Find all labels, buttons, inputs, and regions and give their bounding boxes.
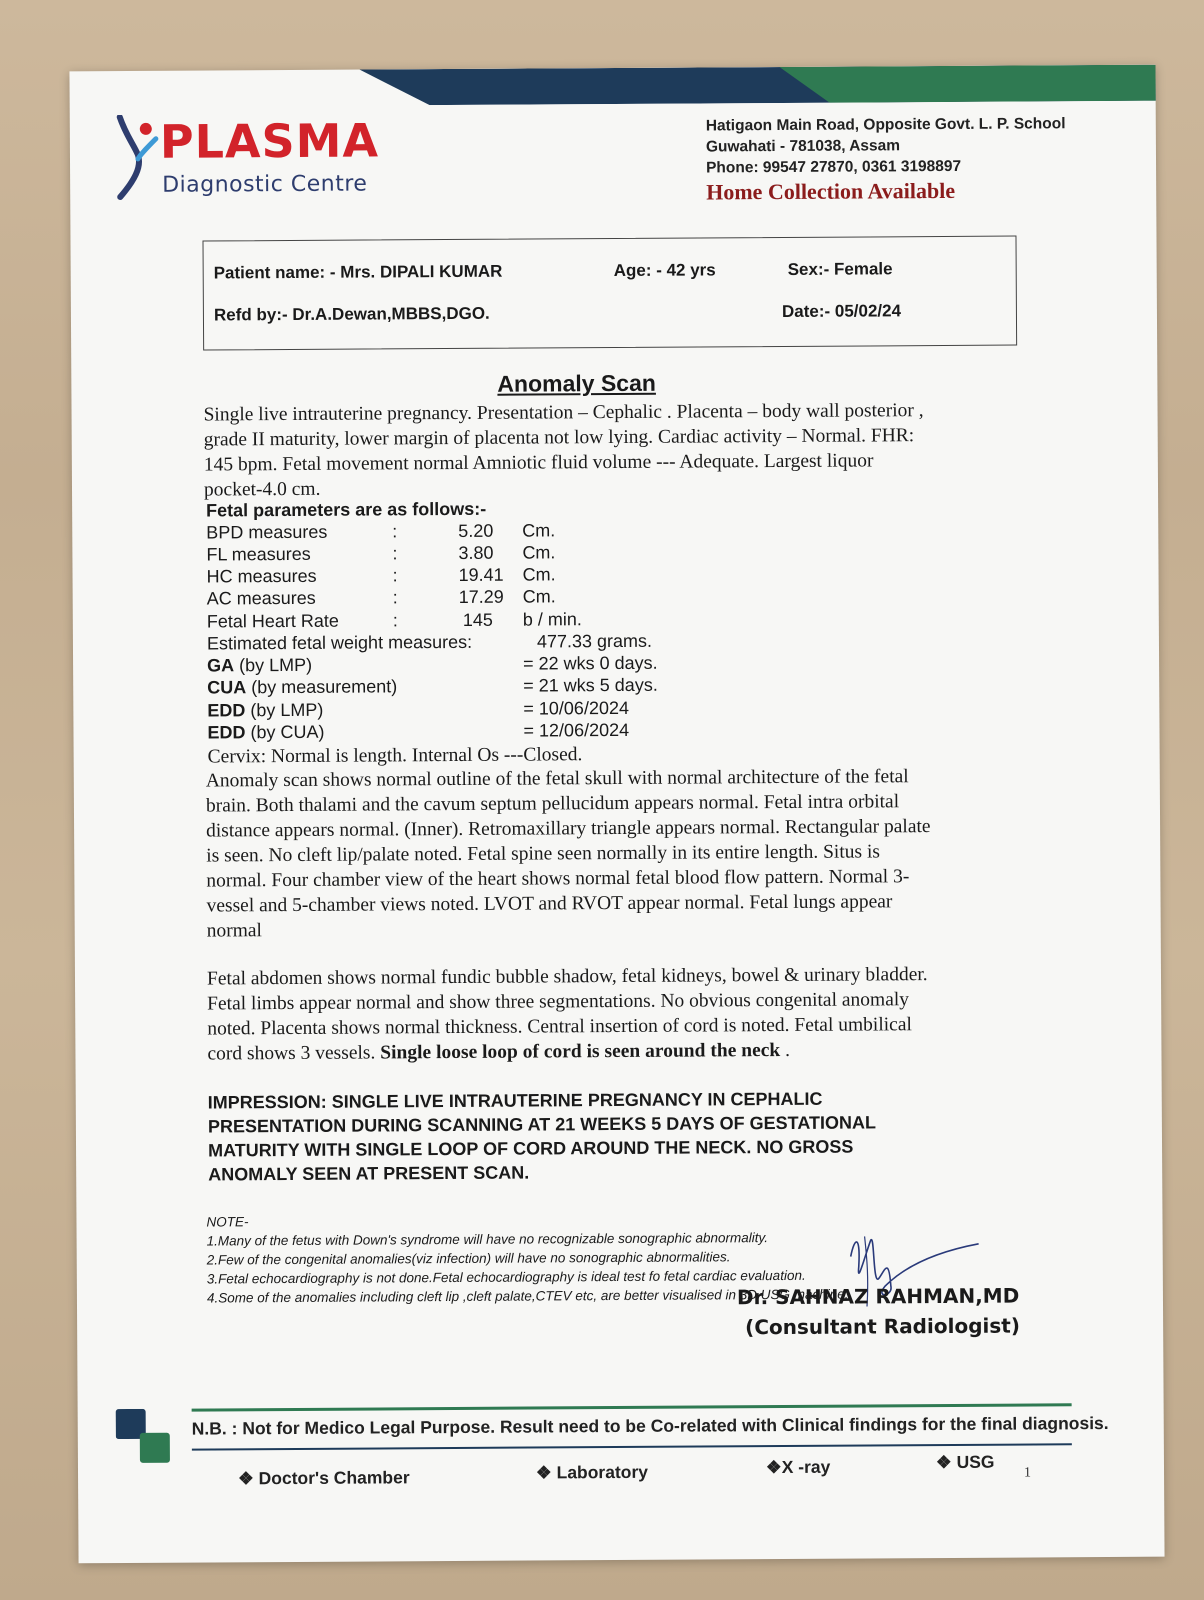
signatory-title: (Consultant Radiologist) xyxy=(745,1313,1021,1340)
clinic-logo xyxy=(116,113,417,205)
date-key: EDD xyxy=(207,722,246,743)
date-qualifier: (by measurement) xyxy=(246,676,398,698)
service-label: Doctor's Chamber xyxy=(258,1467,410,1489)
footer-rule-bottom xyxy=(192,1443,1072,1450)
date-value: = 21 wks 5 days. xyxy=(523,674,658,696)
impression-line: PRESENTATION DURING SCANNING AT 21 WEEKS 5 DAYS OF GESTATIONAL xyxy=(207,1112,877,1137)
signatory-name: Dr. SAHNAZ RAHMAN,MD xyxy=(736,1283,1020,1310)
anomaly-line: normal. Four chamber view of the heart shows normal fetal blood flow pattern. Normal 3- xyxy=(206,866,910,892)
phone-line: Phone: 99547 27870, 0361 3198897 xyxy=(706,157,962,177)
measure-value: 19.41 xyxy=(458,564,504,585)
service-label: USG xyxy=(956,1451,995,1472)
measurement-row xyxy=(207,585,767,610)
anomaly-line: normal xyxy=(206,920,263,942)
abdomen-line: Fetal abdomen shows normal fundic bubble shadow, fetal kidneys, bowel & urinary bladder. xyxy=(206,964,928,990)
abdomen-text: cord shows 3 vessels. xyxy=(207,1042,381,1065)
service-xray xyxy=(766,1457,830,1478)
brand-subtitle: Diagnostic Centre xyxy=(162,171,368,198)
note-heading: NOTE- xyxy=(206,1214,249,1230)
service-laboratory xyxy=(536,1462,648,1484)
efw-value: 477.33 grams. xyxy=(536,630,653,652)
report-title: Anomaly Scan xyxy=(497,369,656,397)
measure-unit: Cm. xyxy=(522,542,556,563)
fetal-params-heading: Fetal parameters are as follows:- xyxy=(206,498,487,521)
footer-squares-icon xyxy=(116,1409,172,1465)
patient-info-box xyxy=(202,236,1017,351)
date-value: = 10/06/2024 xyxy=(523,697,630,719)
cord-finding: Single loose loop of cord is seen around the neck xyxy=(380,1040,781,1064)
service-usg xyxy=(936,1452,995,1473)
service-doctors-chamber xyxy=(238,1467,410,1489)
intro-line: Single live intrauterine pregnancy. Presentation – Cephalic . Placenta – body wall posterior , xyxy=(203,400,924,426)
bullet-icon: ❖ xyxy=(765,1457,782,1478)
footer-disclaimer: N.B. : Not for Medico Legal Purpose. Result need to be Co-related with Clinical findings for the final diagnosis. xyxy=(191,1413,1109,1439)
intro-paragraph xyxy=(203,398,1004,503)
service-label: X -ray xyxy=(781,1456,831,1478)
brand-name: PLASMA xyxy=(159,113,380,169)
bullet-icon: ❖ xyxy=(935,1451,952,1473)
date-key: CUA xyxy=(207,677,247,698)
date-row xyxy=(207,719,767,744)
abdomen-line: Fetal limbs appear normal and show three segmentations. No obvious congenital anomaly xyxy=(207,989,910,1015)
measure-label: FL measures xyxy=(206,543,311,565)
logo-figure-icon xyxy=(116,115,161,201)
note-item: 3.Fetal echocardiography is not done.Fetal echocardiography is ideal test fo fetal cardiac evaluation. xyxy=(206,1267,806,1287)
measure-unit: b / min. xyxy=(522,609,582,630)
measure-label: HC measures xyxy=(206,565,317,587)
report-sheet xyxy=(69,65,1164,1564)
note-item: 2.Few of the congenital anomalies(viz infection) will have no sonographic abnormalities. xyxy=(206,1249,731,1268)
address-line-1: Hatigaon Main Road, Opposite Govt. L. P. School xyxy=(705,115,1066,135)
measure-sep: : xyxy=(392,565,398,586)
measure-sep: : xyxy=(392,587,398,608)
measure-sep: : xyxy=(392,521,398,542)
measure-label: Fetal Heart Rate xyxy=(206,610,339,632)
abdomen-paragraph xyxy=(207,962,1014,1067)
page-number: 1 xyxy=(1023,1465,1032,1481)
abdomen-line: noted. Placenta shows normal thickness. Central insertion of cord is noted. Fetal umbilical xyxy=(207,1014,912,1040)
efw-label: Estimated fetal weight measures: xyxy=(206,631,473,654)
measure-sep: : xyxy=(392,610,398,631)
date-value: = 12/06/2024 xyxy=(523,719,630,741)
measure-label: AC measures xyxy=(206,587,316,609)
bullet-icon: ❖ xyxy=(535,1462,552,1483)
impression-line: MATURITY WITH SINGLE LOOP OF CORD AROUND THE NECK. NO GROSS xyxy=(207,1136,854,1161)
patient-age: Age: - 42 yrs xyxy=(613,260,716,281)
bullet-icon: ❖ xyxy=(237,1468,254,1489)
cervix-line: Cervix: Normal is length. Internal Os ---Closed. xyxy=(207,744,583,768)
referred-by: Refd by:- Dr.A.Dewan,MBBS,DGO. xyxy=(213,303,490,325)
header-color-band xyxy=(359,65,1164,106)
anomaly-line: brain. Both thalami and the cavum septum pellucidum appears normal. Fetal intra orbital xyxy=(205,791,900,817)
date-qualifier: (by LMP) xyxy=(234,654,313,676)
abdomen-text: . xyxy=(780,1039,791,1062)
impression-line: ANOMALY SEEN AT PRESENT SCAN. xyxy=(208,1162,530,1185)
measure-unit: Cm. xyxy=(522,520,556,541)
date-row xyxy=(207,674,767,699)
measure-sep: : xyxy=(392,543,398,564)
measure-value: 5.20 xyxy=(458,520,494,541)
measure-value: 3.80 xyxy=(458,542,494,563)
measure-unit: Cm. xyxy=(522,586,556,607)
impression-line: IMPRESSION: SINGLE LIVE INTRAUTERINE PREGNANCY IN CEPHALIC xyxy=(207,1088,823,1113)
clinic-address xyxy=(705,113,1066,205)
abdomen-line-last xyxy=(207,1037,1013,1067)
intro-line: pocket-4.0 cm. xyxy=(203,478,321,501)
patient-sex: Sex:- Female xyxy=(787,259,893,279)
anomaly-line: distance appears normal. (Inner). Retromaxillary triangle appears normal. Rectangular palate xyxy=(206,816,931,842)
anomaly-line: vessel and 5-chamber views noted. LVOT and RVOT appear normal. Fetal lungs appear xyxy=(206,891,893,917)
anomaly-paragraph xyxy=(206,764,1013,944)
intro-line: 145 bpm. Fetal movement normal Amniotic fluid volume --- Adequate. Largest liquor xyxy=(203,450,874,476)
impression-block xyxy=(208,1086,989,1187)
patient-name: Patient name: - Mrs. DIPALI KUMAR xyxy=(213,261,503,283)
measure-unit: Cm. xyxy=(522,564,556,585)
note-item: 1.Many of the fetus with Down's syndrome will have no recognizable sonographic abnormality. xyxy=(206,1230,769,1249)
measure-label: BPD measures xyxy=(206,521,328,543)
date-key: GA xyxy=(207,655,235,676)
measure-value: 17.29 xyxy=(458,586,504,607)
measure-value: 145 xyxy=(462,609,493,630)
report-date: Date:- 05/02/24 xyxy=(781,301,902,321)
intro-line: grade II maturity, lower margin of placenta not low lying. Cardiac activity – Normal. FHR: xyxy=(203,425,915,451)
footer-rule-top xyxy=(192,1403,1072,1411)
date-value: = 22 wks 0 days. xyxy=(523,652,658,674)
anomaly-line: is seen. No cleft lip/palate noted. Fetal spine seen normally in its entire length. Situs is xyxy=(206,841,881,867)
anomaly-line: Anomaly scan shows normal outline of the fetal skull with normal architecture of the fetal xyxy=(205,766,909,792)
home-collection: Home Collection Available xyxy=(706,177,956,205)
date-qualifier: (by CUA) xyxy=(245,721,325,743)
service-label: Laboratory xyxy=(556,1461,649,1483)
date-key: EDD xyxy=(207,700,246,721)
address-line-2: Guwahati - 781038, Assam xyxy=(705,137,901,156)
note-item: 4.Some of the anomalies including cleft lip ,cleft palate,CTEV etc, are better visualised in 3D USG machine. xyxy=(206,1286,849,1306)
date-qualifier: (by LMP) xyxy=(245,699,324,721)
